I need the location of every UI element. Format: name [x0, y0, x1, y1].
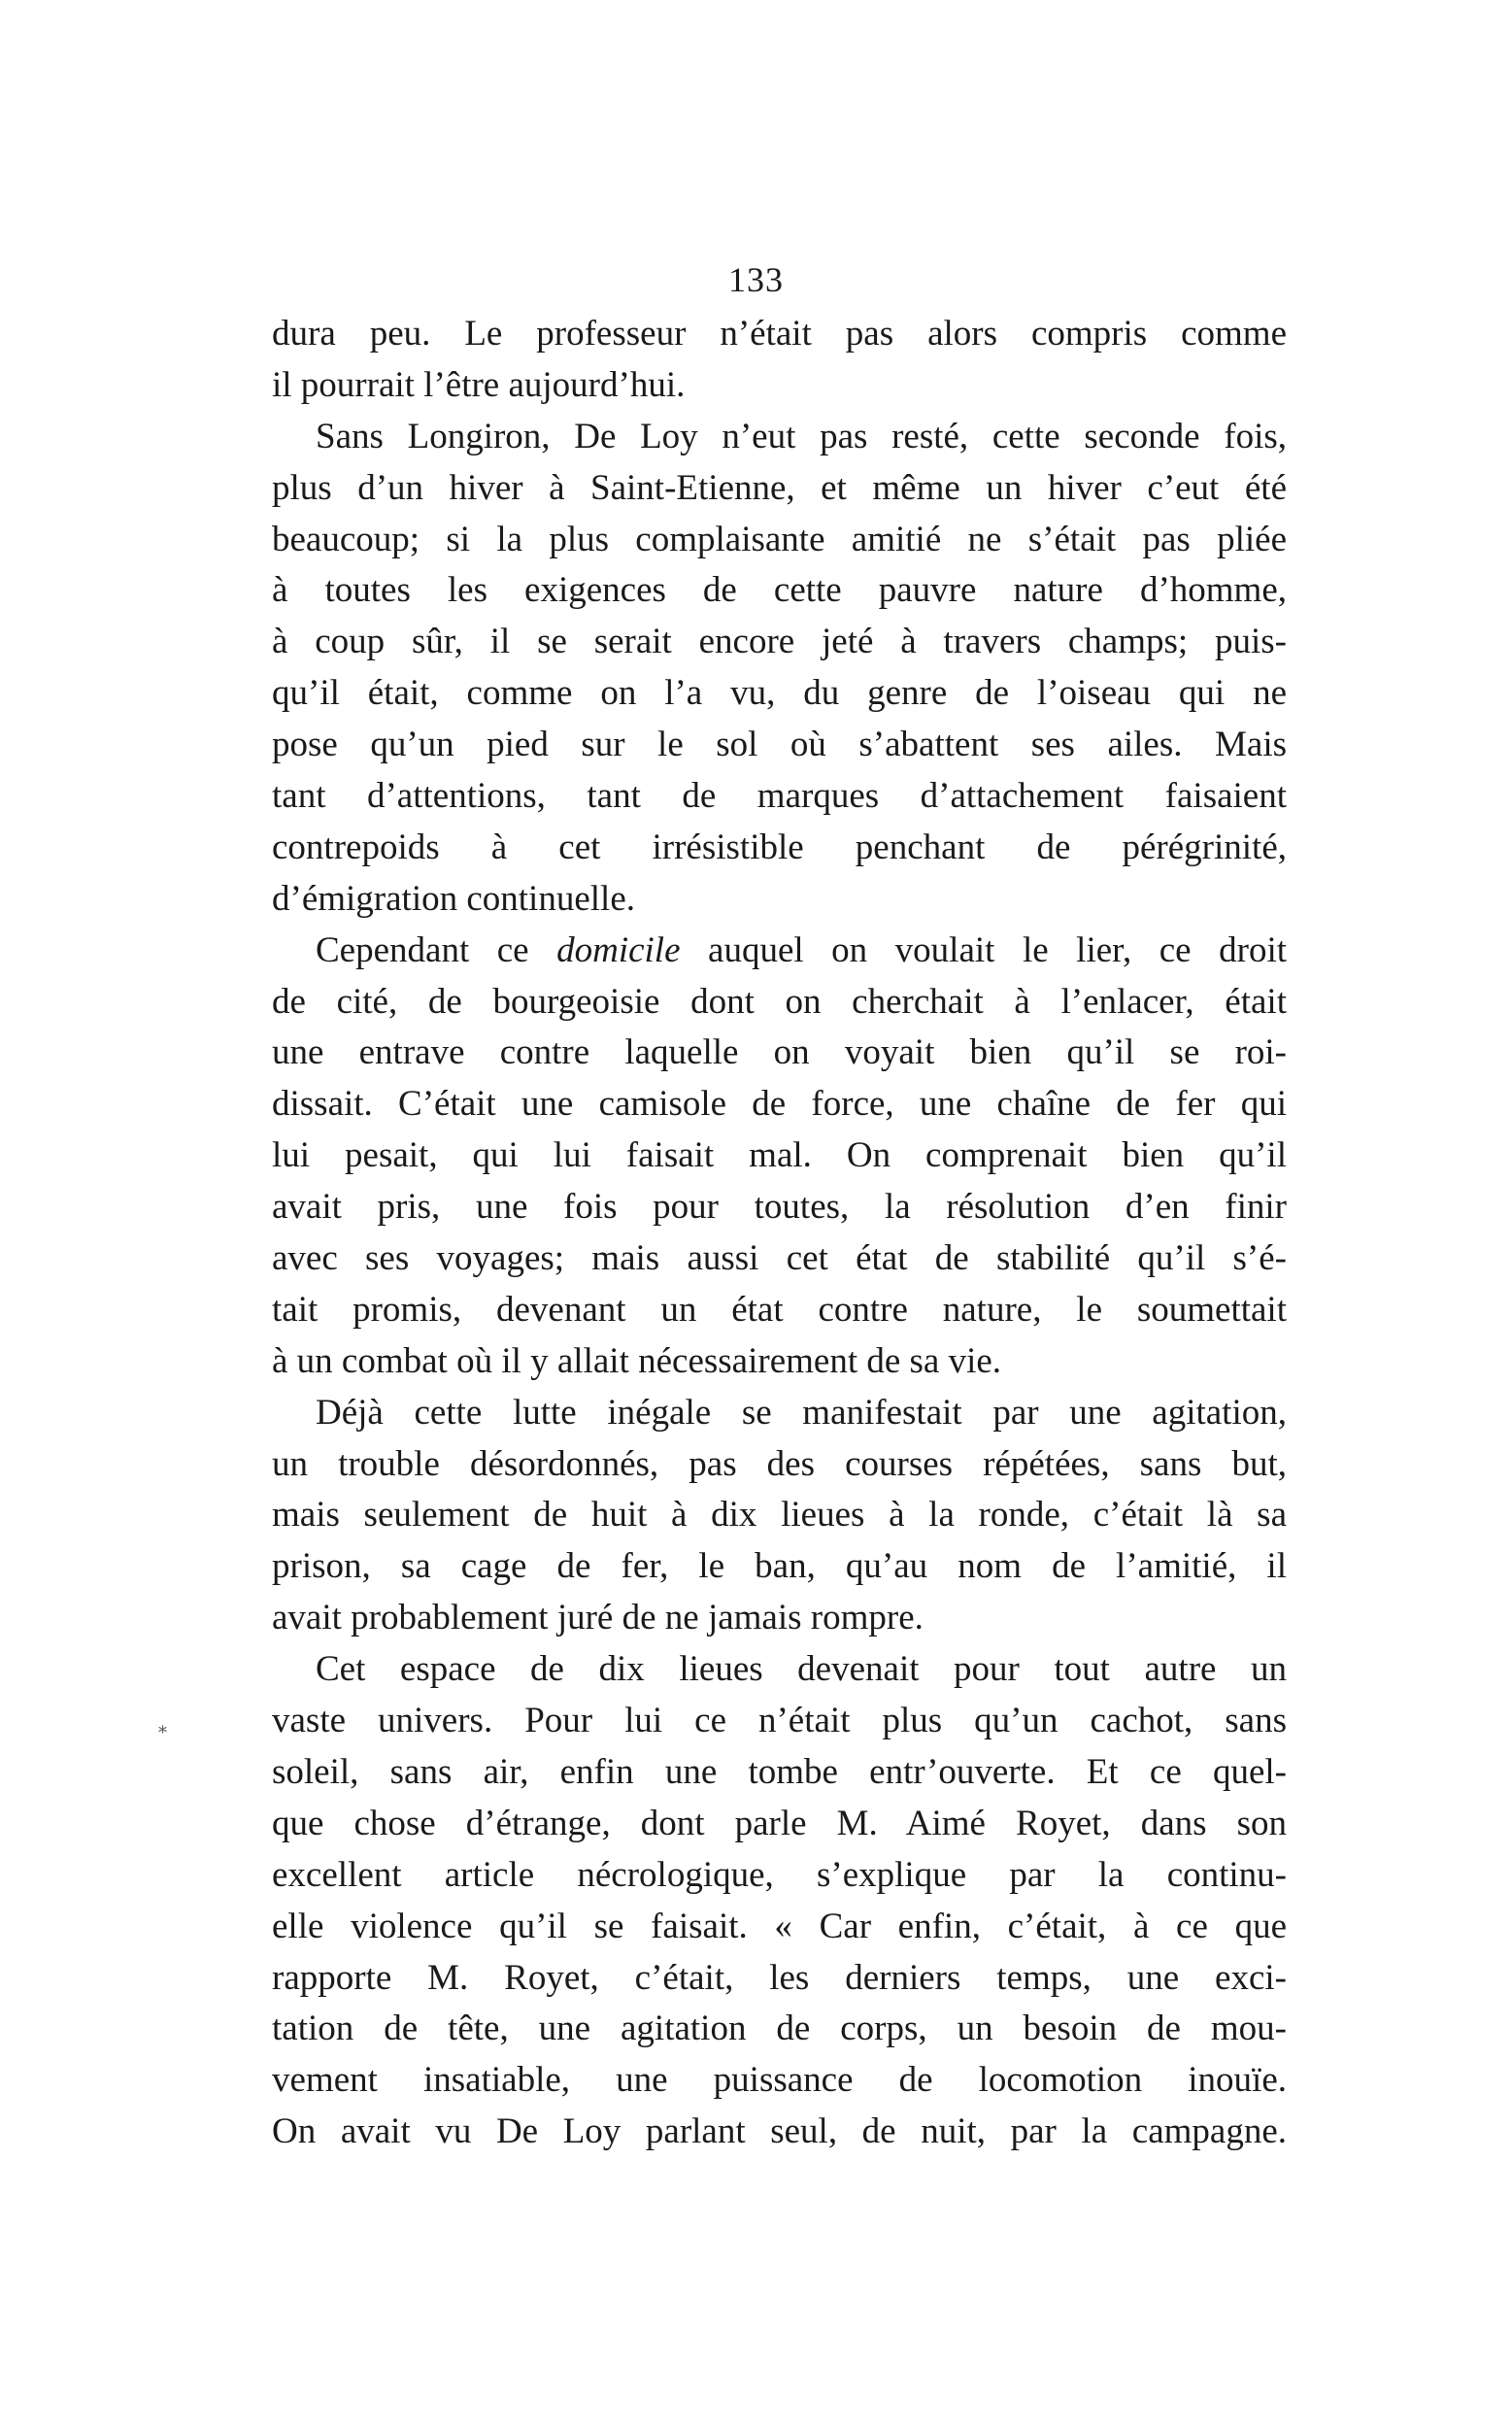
text-line: il pourrait l’être aujourd’hui. [272, 364, 686, 405]
text-line: un trouble désordonnés, pas des courses répétées, sans but, [272, 1443, 1287, 1484]
text-line: dura peu. Le professeur n’était pas alors compris comme [272, 314, 1287, 354]
text-line: à coup sûr, il se serait encore jeté à travers champs; puis- [272, 622, 1287, 662]
text-line: lui pesait, qui lui faisait mal. On comprenait bien qu’il [272, 1135, 1287, 1176]
text-line: tant d’attentions, tant de marques d’attachement faisaient [272, 776, 1287, 817]
text-line: Sans Longiron, De Loy n’eut pas resté, cette seconde fois, [316, 416, 1287, 456]
text-line: avait probablement juré de ne jamais rompre. [272, 1598, 924, 1638]
text-line: excellent article nécrologique, s’explique par la continu- [272, 1854, 1287, 1895]
body-text [272, 309, 1287, 2158]
text-line: d’émigration continuelle. [272, 878, 635, 919]
stray-mark: ⁎ [158, 1717, 167, 1737]
text-line: avait pris, une fois pour toutes, la résolution d’en finir [272, 1187, 1287, 1228]
text-line: avec ses voyages; mais aussi cet état de stabilité qu’il s’é- [272, 1238, 1287, 1279]
text-line: plus d’un hiver à Saint-Etienne, et même un hiver c’eut été [272, 467, 1287, 508]
text-line: contrepoids à cet irrésistible penchant de pérégrinité, [272, 827, 1287, 867]
text-line: qu’il était, comme on l’a vu, du genre de l’oiseau qui ne [272, 673, 1287, 714]
text-line: vement insatiable, une puissance de locomotion inouïe. [272, 2060, 1287, 2101]
text-line: prison, sa cage de fer, le ban, qu’au nom de l’amitié, il [272, 1546, 1287, 1587]
text-line: elle violence qu’il se faisait. « Car enfin, c’était, à ce que [272, 1906, 1287, 1946]
text-line: rapporte M. Royet, c’était, les derniers temps, une exci- [272, 1957, 1287, 1998]
page-number: 133 [728, 260, 784, 299]
text-line: à toutes les exigences de cette pauvre nature d’homme, [272, 570, 1287, 611]
text-line: soleil, sans air, enfin une tombe entr’ouverte. Et ce quel- [272, 1751, 1287, 1792]
text-line: Déjà cette lutte inégale se manifestait par une agitation, [316, 1392, 1287, 1433]
text-line: pose qu’un pied sur le sol où s’abattent ses ailes. Mais [272, 725, 1287, 765]
text-line: beaucoup; si la plus complaisante amitié ne s’était pas pliée [272, 519, 1287, 559]
text-line: Cet espace de dix lieues devenait pour tout autre un [316, 1649, 1287, 1690]
text-line: tait promis, devenant un état contre nature, le soumettait [272, 1289, 1287, 1330]
text-line: que chose d’étrange, dont parle M. Aimé Royet, dans son [272, 1803, 1287, 1843]
text-line: dissait. C’était une camisole de force, une chaîne de fer qui [272, 1084, 1287, 1125]
text-line: mais seulement de huit à dix lieues à la ronde, c’était là sa [272, 1495, 1287, 1536]
text-line: vaste univers. Pour lui ce n’était plus qu’un cachot, sans [272, 1701, 1287, 1741]
text-line: tation de tête, une agitation de corps, un besoin de mou- [272, 2009, 1287, 2049]
italic-word: domicile [556, 929, 681, 970]
text-line: une entrave contre laquelle on voyait bien qu’il se roi- [272, 1032, 1287, 1073]
text-line: à un combat où il y allait nécessairement de sa vie. [272, 1340, 1002, 1381]
text-line: de cité, de bourgeoisie dont on cherchait à l’enlacer, était [272, 981, 1287, 1022]
text-line: On avait vu De Loy parlant seul, de nuit, par la campagne. [272, 2111, 1287, 2152]
text-line: Cependant ce domicile auquel on voulait le lier, ce droit [316, 929, 1287, 970]
